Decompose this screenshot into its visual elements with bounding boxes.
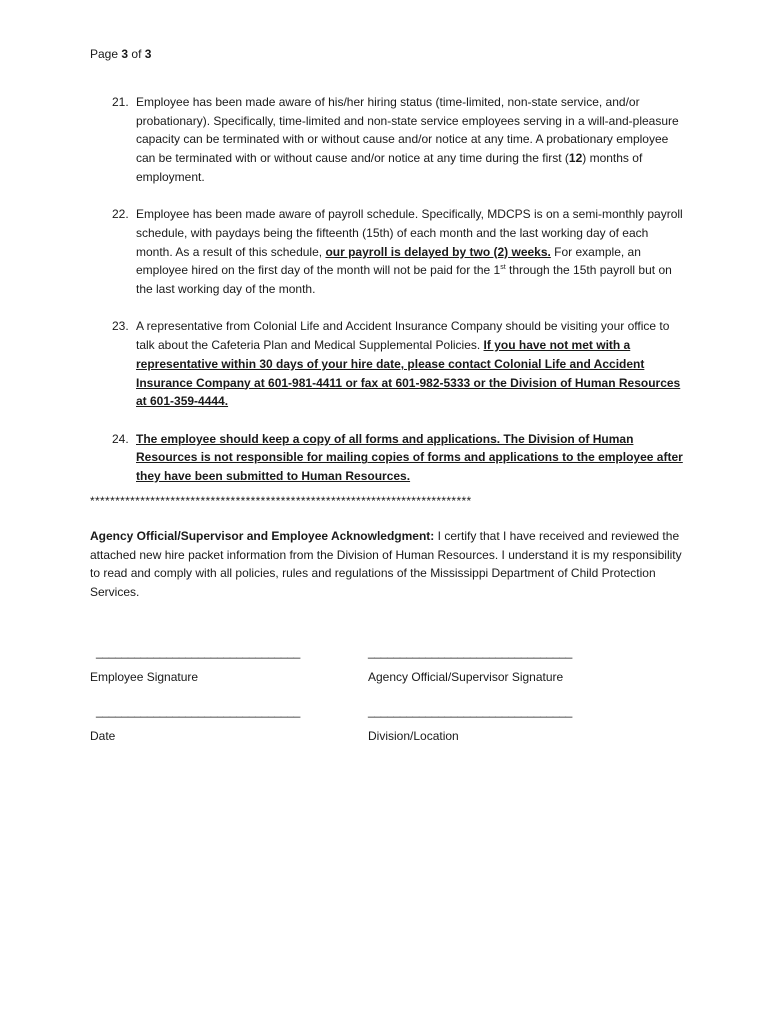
acknowledgment-text: I certify that I have received and reviewed the attached new hire packet information from the Division of Human Resources. I understand it is my responsibility to read and comply with all policies, rules and regulations of the Mississippi Department of Child Protection Services. bbox=[90, 529, 682, 600]
bold-text: 12 bbox=[568, 151, 583, 166]
date-line[interactable]: ________________________________ bbox=[96, 704, 300, 718]
item-number: 21. bbox=[112, 95, 129, 109]
text-run: Employee has been made aware of payroll schedule. Specifically, MDCPS is on a semi-monthly payroll schedule, with paydays being the fifteenth (15th) of each month and the last working day of each month. As a result of this schedule, bbox=[136, 207, 683, 259]
division-location-line[interactable]: ________________________________ bbox=[368, 704, 572, 718]
page-number: Page 3 of 3 bbox=[90, 47, 152, 61]
item-number: 23. bbox=[112, 319, 129, 334]
text-run: For example, an employee hired on the first day of the month will not be paid for the 1 bbox=[136, 244, 641, 278]
emphasized-text: The employee should keep a copy of all forms and applications. The Division of Human Resources is not responsible for mailing copies of forms and applications to the employee after they have been submitted to Human Resources. bbox=[136, 431, 683, 484]
item-text bbox=[136, 317, 687, 411]
text-run: through the 15th payroll but on the last working day of the month. bbox=[136, 263, 672, 297]
item-text bbox=[136, 205, 687, 299]
employee-signature-label: Employee Signature bbox=[90, 670, 199, 684]
separator-line: **************************************************************************** bbox=[90, 494, 472, 508]
division-location-label: Division/Location bbox=[368, 729, 459, 743]
emphasized-text: If you have not met with a representative within 30 days of your hire date, please contact Colonial Life and Accident Insurance Company at 601-981-4411 or fax at 601-982-5333 or the Division of Human Resources at 601-359-4444. bbox=[136, 338, 681, 409]
acknowledgment-paragraph bbox=[90, 527, 690, 602]
acknowledgment-heading: Agency Official/Supervisor and Employee Acknowledgment: bbox=[90, 529, 435, 543]
employee-signature-line[interactable]: ________________________________ bbox=[96, 645, 300, 659]
list-item-21 bbox=[112, 93, 687, 187]
list-item-22 bbox=[112, 205, 687, 299]
list-item-24 bbox=[112, 430, 687, 486]
emphasized-text: our payroll is delayed by two (2) weeks. bbox=[325, 244, 551, 259]
list-item-23 bbox=[112, 317, 687, 411]
text-run: Employee has been made aware of his/her hiring status (time-limited, non-state service, and/or probationary). Specifically, time-limited and non-state service employees serving in a will-and-pleasure capacity can be terminated with or without cause and/or notice at any time. A probationary employee can be terminated with or without cause and/or notice at any time during the first ( bbox=[136, 95, 679, 166]
item-text bbox=[136, 430, 687, 486]
text-run: ) months of employment. bbox=[136, 151, 643, 184]
supervisor-signature-line[interactable]: ________________________________ bbox=[368, 645, 572, 659]
item-text bbox=[136, 93, 687, 187]
text-run: A representative from Colonial Life and Accident Insurance Company should be visiting your office to talk about the Cafeteria Plan and Medical Supplemental Policies. bbox=[136, 319, 670, 353]
superscript-text: st bbox=[500, 264, 506, 272]
supervisor-signature-label: Agency Official/Supervisor Signature bbox=[368, 670, 564, 684]
item-number: 22. bbox=[112, 207, 129, 222]
numbered-list bbox=[112, 93, 687, 504]
item-number: 24. bbox=[112, 431, 129, 446]
date-label: Date bbox=[90, 729, 116, 743]
